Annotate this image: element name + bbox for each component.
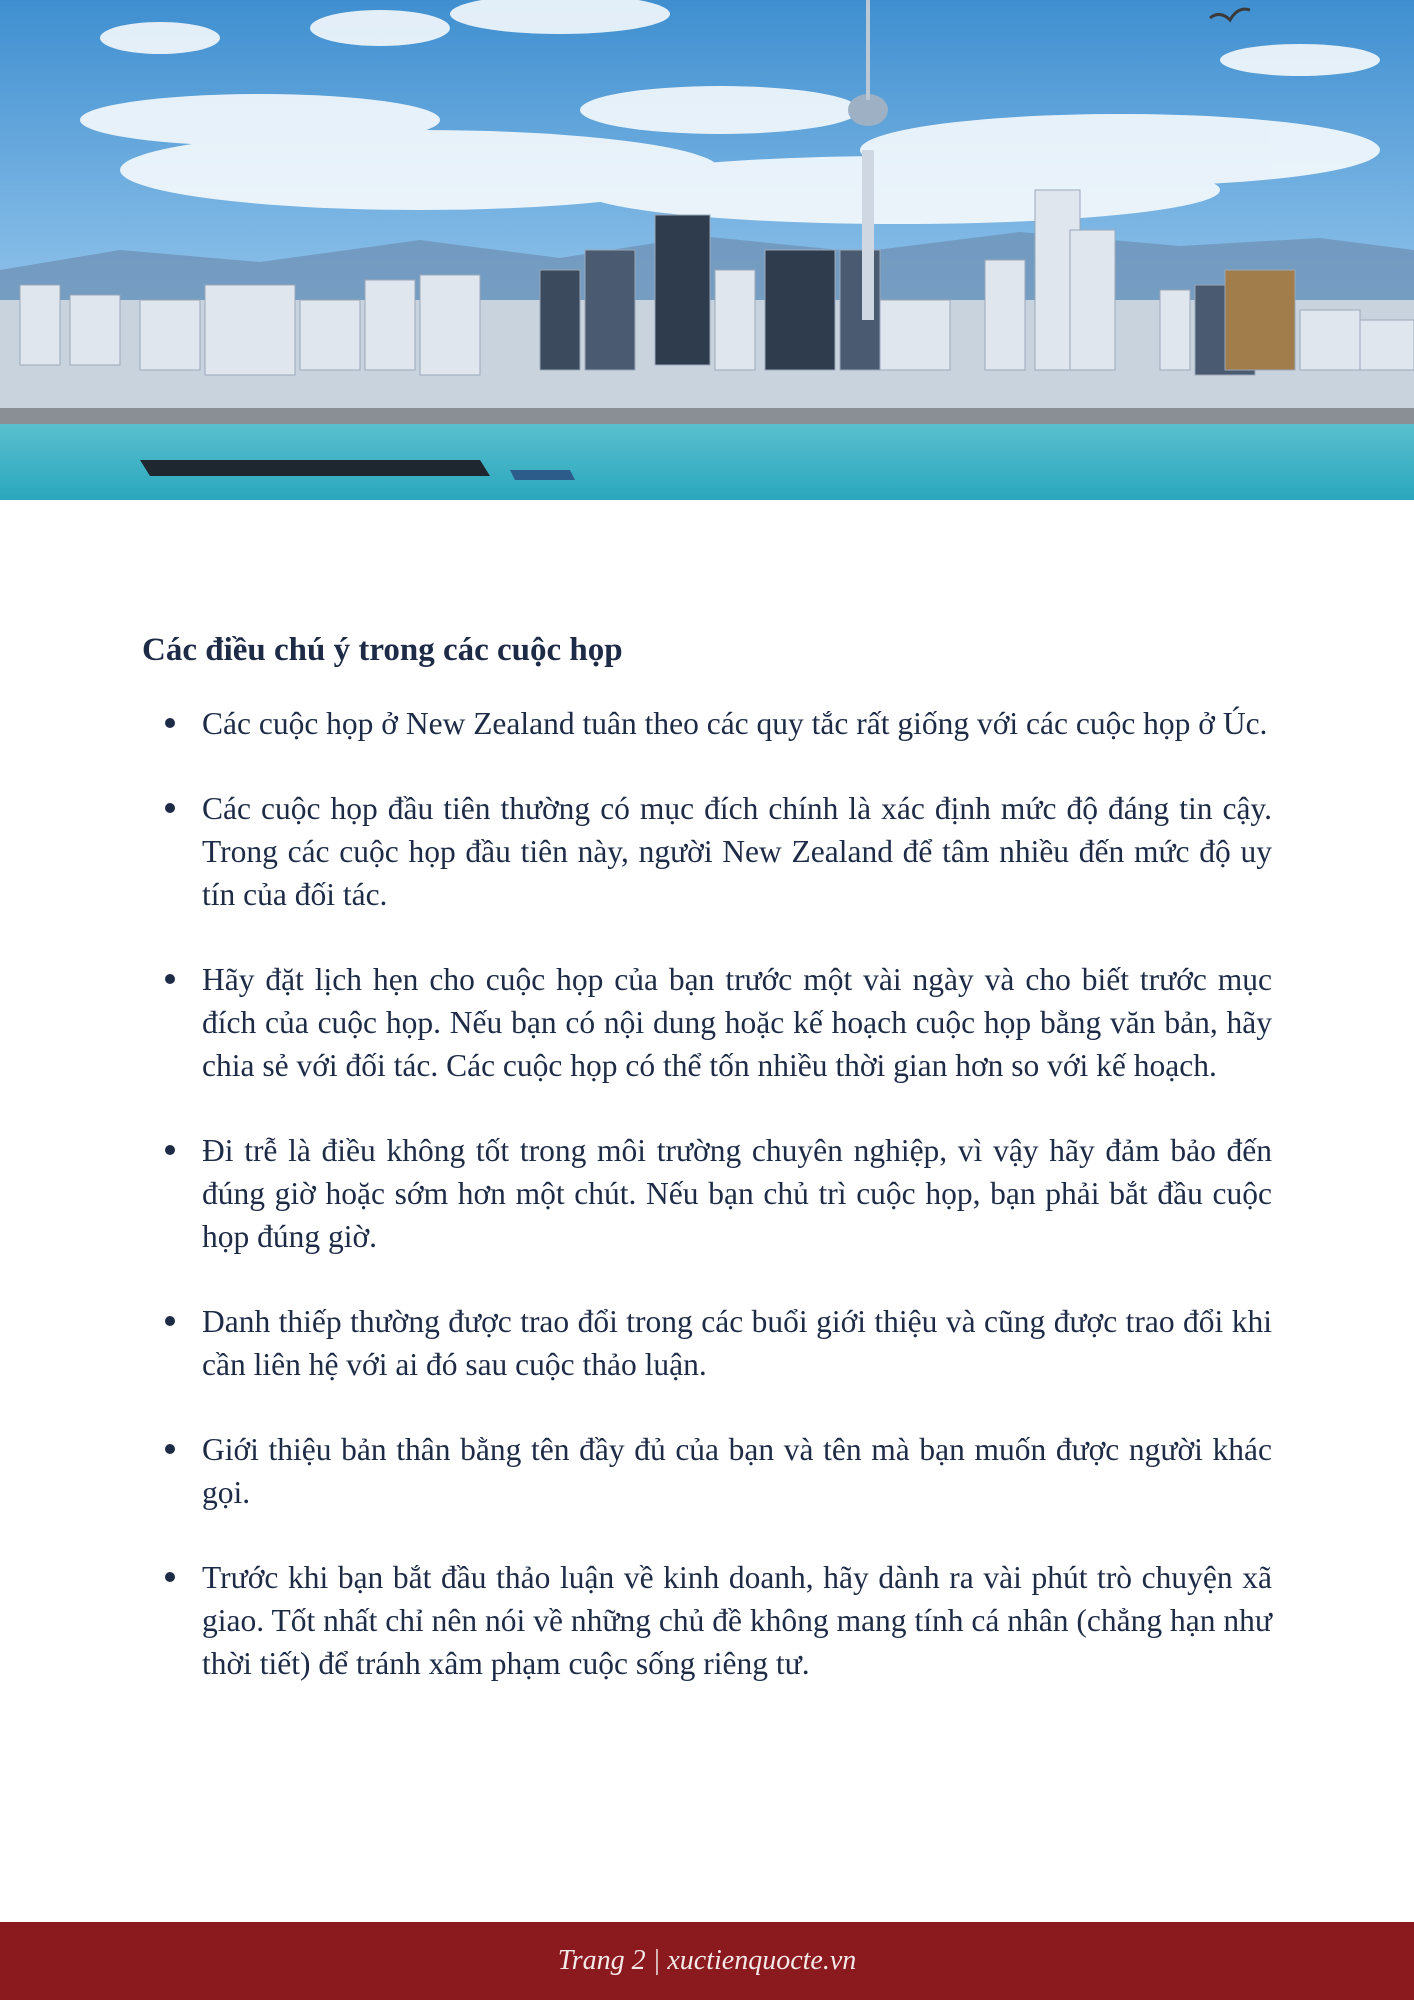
cargo-ship <box>140 460 490 476</box>
list-item <box>142 787 1272 916</box>
list-item-text: Giới thiệu bản thân bằng tên đầy đủ của bạn và tên mà bạn muốn được người khác gọi. <box>202 1432 1272 1510</box>
list-item <box>142 702 1272 745</box>
list-item <box>142 1300 1272 1386</box>
document-body <box>142 630 1272 1727</box>
list-item <box>142 1428 1272 1514</box>
list-item-text: Hãy đặt lịch hẹn cho cuộc họp của bạn trước một vài ngày và cho biết trước mục đích của cuộc họp. Nếu bạn có nội dung hoặc kế hoạch cuộc họp bằng văn bản, hãy chia sẻ với đối tác. Các cuộc họp có thể tốn nhiều thời gian hơn so với kế hoạch. <box>202 962 1272 1083</box>
bullet-icon <box>165 1145 175 1155</box>
bullet-icon <box>165 974 175 984</box>
section-title: Các điều chú ý trong các cuộc họp <box>142 632 623 668</box>
list-item <box>142 1556 1272 1685</box>
page-footer <box>0 1922 1414 2000</box>
bullet-icon <box>165 803 175 813</box>
hero-image <box>0 0 1414 500</box>
list-item-text: Các cuộc họp ở New Zealand tuân theo các quy tắc rất giống với các cuộc họp ở Úc. <box>202 706 1268 741</box>
list-item <box>142 1129 1272 1258</box>
list-item-text: Danh thiếp thường được trao đổi trong các buổi giới thiệu và cũng được trao đổi khi cần liên hệ với ai đó sau cuộc thảo luận. <box>202 1304 1272 1382</box>
list-item <box>142 958 1272 1087</box>
auckland-skyline-illustration <box>0 0 1414 500</box>
bullet-icon <box>165 1572 175 1582</box>
list-item-text: Các cuộc họp đầu tiên thường có mục đích chính là xác định mức độ đáng tin cậy. Trong các cuộc họp đầu tiên này, người New Zealand để tâm nhiều đến mức độ uy tín của đối tác. <box>202 791 1272 912</box>
list-item-text: Trước khi bạn bắt đầu thảo luận về kinh doanh, hãy dành ra vài phút trò chuyện xã giao. Tốt nhất chỉ nên nói về những chủ đề không mang tính cá nhân (chẳng hạn như thời tiết) để tránh xâm phạm cuộc sống riêng tư. <box>202 1560 1272 1681</box>
bullet-icon <box>165 1444 175 1454</box>
footer-text: Trang 2 | xuctienquocte.vn <box>557 1945 857 1976</box>
bullet-icon <box>165 718 175 728</box>
bullet-list <box>142 702 1272 1685</box>
bullet-icon <box>165 1316 175 1326</box>
list-item-text: Đi trễ là điều không tốt trong môi trường chuyên nghiệp, vì vậy hãy đảm bảo đến đúng giờ hoặc sớm hơn một chút. Nếu bạn chủ trì cuộc họp, bạn phải bắt đầu cuộc họp đúng giờ. <box>202 1133 1272 1254</box>
